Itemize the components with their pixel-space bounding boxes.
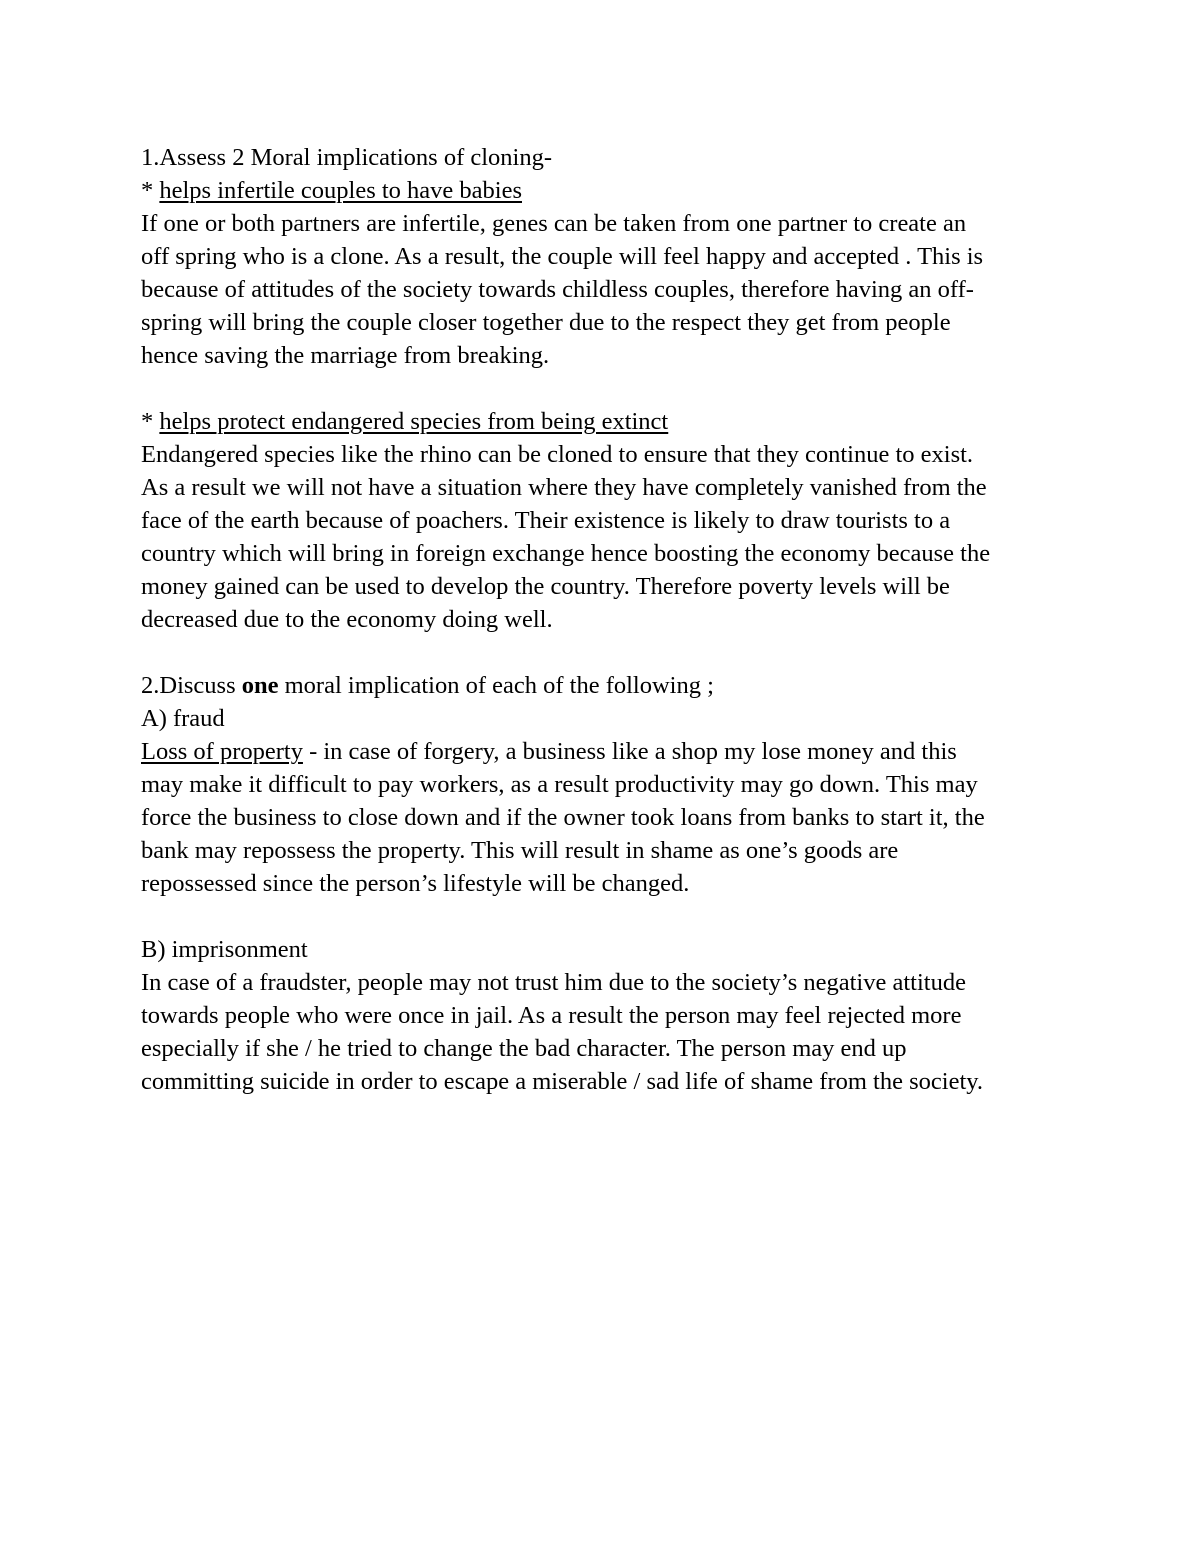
paragraph-line: repossessed since the person’s lifestyle will be changed.	[141, 870, 690, 897]
part-a-lead-rest: - in case of forgery, a business like a shop my lose money and this	[302, 738, 957, 765]
paragraph-line: especially if she / he tried to change the bad character. The person may end up	[141, 1035, 907, 1062]
paragraph-line: face of the earth because of poachers. Their existence is likely to draw tourists to a	[141, 507, 951, 534]
blank-line	[141, 372, 1071, 405]
blank-line	[141, 900, 1071, 933]
paragraph-line: off spring who is a clone. As a result, the couple will feel happy and accepted . This is	[141, 243, 984, 270]
paragraph-line: Endangered species like the rhino can be cloned to ensure that they continue to exist.	[141, 441, 974, 468]
paragraph-line: money gained can be used to develop the country. Therefore poverty levels will be	[141, 573, 950, 600]
question-1-heading: 1.Assess 2 Moral implications of cloning-	[141, 144, 553, 171]
paragraph-line: because of attitudes of the society towards childless couples, therefore having an off-	[141, 276, 974, 303]
paragraph-line: As a result we will not have a situation where they have completely vanished from the	[141, 474, 987, 501]
part-b-label: B) imprisonment	[141, 936, 308, 963]
bullet-marker: *	[141, 408, 160, 435]
heading-text: 2.Discuss	[141, 672, 242, 699]
paragraph-line: country which will bring in foreign exchange hence boosting the economy because the	[141, 540, 991, 567]
heading-text: moral implication of each of the following ;	[278, 672, 714, 699]
part-a-lead	[141, 735, 1071, 768]
heading-emphasis: one	[241, 672, 279, 699]
point-1-heading	[141, 174, 1071, 207]
question-2-heading	[141, 669, 1071, 702]
paragraph-line: hence saving the marriage from breaking.	[141, 342, 550, 369]
point-2-title: helps protect endangered species from being extinct	[159, 408, 669, 435]
paragraph-line: committing suicide in order to escape a miserable / sad life of shame from the society.	[141, 1068, 984, 1095]
blank-line	[141, 636, 1071, 669]
paragraph-line: force the business to close down and if the owner took loans from banks to start it, the	[141, 804, 985, 831]
part-a-label: A) fraud	[141, 705, 225, 732]
bullet-marker: *	[141, 177, 160, 204]
part-a-lead-underlined: Loss of property	[141, 738, 303, 765]
paragraph-line: In case of a fraudster, people may not trust him due to the society’s negative attitude	[141, 969, 966, 996]
paragraph-line: decreased due to the economy doing well.	[141, 606, 553, 633]
paragraph-line: spring will bring the couple closer together due to the respect they get from people	[141, 309, 951, 336]
paragraph-line: If one or both partners are infertile, genes can be taken from one partner to create an	[141, 210, 967, 237]
point-2-heading	[141, 405, 1071, 438]
paragraph-line: towards people who were once in jail. As a result the person may feel rejected more	[141, 1002, 962, 1029]
point-1-title: helps infertile couples to have babies	[159, 177, 522, 204]
paragraph-line: bank may repossess the property. This will result in shame as one’s goods are	[141, 837, 899, 864]
paragraph-line: may make it difficult to pay workers, as a result productivity may go down. This may	[141, 771, 978, 798]
document-body	[141, 141, 1071, 1098]
